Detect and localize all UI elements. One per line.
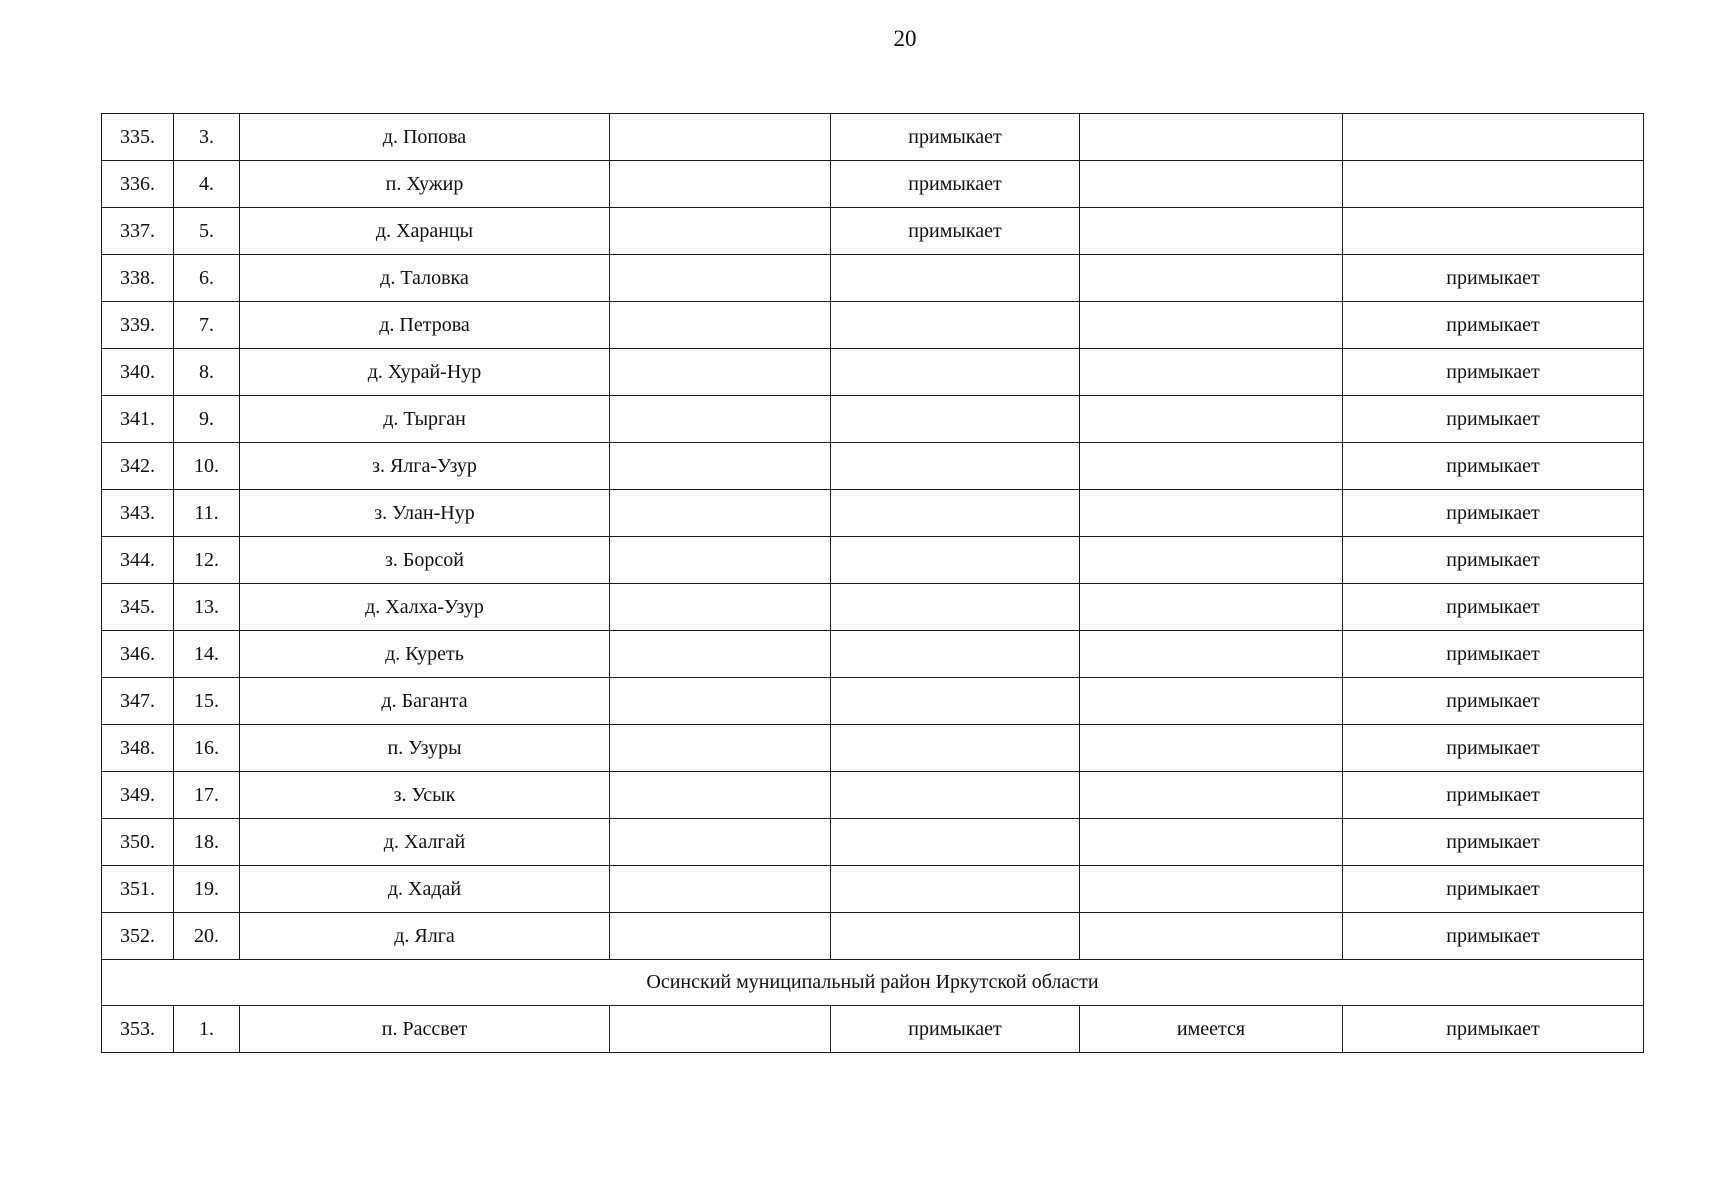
row-number-cell: 347. xyxy=(102,678,174,725)
settlement-name-cell: з. Усык xyxy=(240,772,610,819)
column-b-cell xyxy=(831,584,1080,631)
column-c-cell xyxy=(1080,396,1343,443)
column-a-cell xyxy=(610,490,831,537)
column-a-cell xyxy=(610,772,831,819)
table-row xyxy=(102,819,1644,866)
column-a-cell xyxy=(610,913,831,960)
column-a-cell xyxy=(610,396,831,443)
table-row xyxy=(102,161,1644,208)
column-b-cell xyxy=(831,396,1080,443)
sub-number-cell: 7. xyxy=(174,302,240,349)
settlement-name-cell: д. Петрова xyxy=(240,302,610,349)
column-c-cell xyxy=(1080,443,1343,490)
settlement-name-cell: д. Попова xyxy=(240,114,610,161)
sub-number-cell: 10. xyxy=(174,443,240,490)
column-b-cell: примыкает xyxy=(831,208,1080,255)
column-d-cell: примыкает xyxy=(1343,1006,1644,1053)
sub-number-cell: 5. xyxy=(174,208,240,255)
column-b-cell: примыкает xyxy=(831,114,1080,161)
sub-number-cell: 13. xyxy=(174,584,240,631)
column-a-cell xyxy=(610,678,831,725)
column-d-cell: примыкает xyxy=(1343,678,1644,725)
column-d-cell: примыкает xyxy=(1343,255,1644,302)
settlement-name-cell: з. Ялга-Узур xyxy=(240,443,610,490)
column-c-cell xyxy=(1080,584,1343,631)
column-a-cell xyxy=(610,255,831,302)
row-number-cell: 345. xyxy=(102,584,174,631)
section-row xyxy=(102,960,1644,1006)
column-a-cell xyxy=(610,631,831,678)
table-row xyxy=(102,772,1644,819)
sub-number-cell: 14. xyxy=(174,631,240,678)
column-d-cell: примыкает xyxy=(1343,913,1644,960)
column-a-cell xyxy=(610,866,831,913)
sub-number-cell: 19. xyxy=(174,866,240,913)
column-d-cell: примыкает xyxy=(1343,584,1644,631)
column-a-cell xyxy=(610,819,831,866)
column-c-cell xyxy=(1080,725,1343,772)
column-c-cell xyxy=(1080,819,1343,866)
column-d-cell: примыкает xyxy=(1343,725,1644,772)
column-b-cell: примыкает xyxy=(831,161,1080,208)
settlement-name-cell: д. Харанцы xyxy=(240,208,610,255)
table-row xyxy=(102,725,1644,772)
settlement-name-cell: д. Куреть xyxy=(240,631,610,678)
sub-number-cell: 15. xyxy=(174,678,240,725)
table-row xyxy=(102,913,1644,960)
settlement-name-cell: з. Борсой xyxy=(240,537,610,584)
sub-number-cell: 18. xyxy=(174,819,240,866)
table-row xyxy=(102,678,1644,725)
column-d-cell: примыкает xyxy=(1343,396,1644,443)
row-number-cell: 343. xyxy=(102,490,174,537)
table-row xyxy=(102,114,1644,161)
column-b-cell xyxy=(831,819,1080,866)
column-a-cell xyxy=(610,443,831,490)
column-a-cell xyxy=(610,349,831,396)
column-c-cell xyxy=(1080,913,1343,960)
row-number-cell: 335. xyxy=(102,114,174,161)
row-number-cell: 353. xyxy=(102,1006,174,1053)
column-b-cell xyxy=(831,725,1080,772)
sub-number-cell: 8. xyxy=(174,349,240,396)
table-row xyxy=(102,396,1644,443)
column-a-cell xyxy=(610,161,831,208)
column-b-cell xyxy=(831,490,1080,537)
column-c-cell: имеется xyxy=(1080,1006,1343,1053)
column-c-cell xyxy=(1080,208,1343,255)
row-number-cell: 339. xyxy=(102,302,174,349)
page-number: 20 xyxy=(893,26,917,51)
column-d-cell: примыкает xyxy=(1343,819,1644,866)
settlement-name-cell: д. Халгай xyxy=(240,819,610,866)
row-number-cell: 351. xyxy=(102,866,174,913)
column-b-cell xyxy=(831,631,1080,678)
sub-number-cell: 1. xyxy=(174,1006,240,1053)
table-row xyxy=(102,208,1644,255)
settlement-name-cell: д. Хадай xyxy=(240,866,610,913)
column-b-cell xyxy=(831,537,1080,584)
row-number-cell: 348. xyxy=(102,725,174,772)
column-c-cell xyxy=(1080,161,1343,208)
column-d-cell: примыкает xyxy=(1343,443,1644,490)
column-c-cell xyxy=(1080,114,1343,161)
column-a-cell xyxy=(610,584,831,631)
column-d-cell: примыкает xyxy=(1343,631,1644,678)
column-b-cell xyxy=(831,913,1080,960)
column-c-cell xyxy=(1080,772,1343,819)
row-number-cell: 341. xyxy=(102,396,174,443)
column-a-cell xyxy=(610,1006,831,1053)
sub-number-cell: 6. xyxy=(174,255,240,302)
row-number-cell: 344. xyxy=(102,537,174,584)
column-a-cell xyxy=(610,537,831,584)
column-c-cell xyxy=(1080,866,1343,913)
column-b-cell xyxy=(831,866,1080,913)
column-d-cell: примыкает xyxy=(1343,490,1644,537)
column-c-cell xyxy=(1080,349,1343,396)
sub-number-cell: 20. xyxy=(174,913,240,960)
settlement-name-cell: з. Улан-Нур xyxy=(240,490,610,537)
column-d-cell: примыкает xyxy=(1343,302,1644,349)
column-a-cell xyxy=(610,302,831,349)
settlement-name-cell: д. Ялга xyxy=(240,913,610,960)
row-number-cell: 342. xyxy=(102,443,174,490)
column-c-cell xyxy=(1080,678,1343,725)
row-number-cell: 337. xyxy=(102,208,174,255)
column-b-cell: примыкает xyxy=(831,1006,1080,1053)
column-b-cell xyxy=(831,302,1080,349)
table-row xyxy=(102,255,1644,302)
column-b-cell xyxy=(831,678,1080,725)
sub-number-cell: 17. xyxy=(174,772,240,819)
column-d-cell xyxy=(1343,208,1644,255)
settlement-name-cell: д. Тырган xyxy=(240,396,610,443)
column-a-cell xyxy=(610,208,831,255)
settlement-name-cell: д. Баганта xyxy=(240,678,610,725)
column-c-cell xyxy=(1080,255,1343,302)
column-a-cell xyxy=(610,114,831,161)
sub-number-cell: 16. xyxy=(174,725,240,772)
sub-number-cell: 4. xyxy=(174,161,240,208)
row-number-cell: 352. xyxy=(102,913,174,960)
table-row xyxy=(102,537,1644,584)
row-number-cell: 336. xyxy=(102,161,174,208)
table-row xyxy=(102,490,1644,537)
row-number-cell: 350. xyxy=(102,819,174,866)
table-row xyxy=(102,584,1644,631)
column-c-cell xyxy=(1080,537,1343,584)
column-d-cell: примыкает xyxy=(1343,537,1644,584)
column-b-cell xyxy=(831,443,1080,490)
settlement-name-cell: п. Рассвет xyxy=(240,1006,610,1053)
table-row xyxy=(102,443,1644,490)
column-d-cell xyxy=(1343,161,1644,208)
table-row xyxy=(102,1006,1644,1053)
sub-number-cell: 12. xyxy=(174,537,240,584)
column-d-cell: примыкает xyxy=(1343,866,1644,913)
table-row xyxy=(102,302,1644,349)
table-body xyxy=(102,114,1644,1053)
settlement-name-cell: д. Таловка xyxy=(240,255,610,302)
table-row xyxy=(102,349,1644,396)
row-number-cell: 349. xyxy=(102,772,174,819)
settlement-name-cell: д. Халха-Узур xyxy=(240,584,610,631)
settlement-name-cell: п. Хужир xyxy=(240,161,610,208)
column-a-cell xyxy=(610,725,831,772)
sub-number-cell: 9. xyxy=(174,396,240,443)
row-number-cell: 346. xyxy=(102,631,174,678)
column-c-cell xyxy=(1080,302,1343,349)
column-d-cell: примыкает xyxy=(1343,772,1644,819)
sub-number-cell: 11. xyxy=(174,490,240,537)
column-b-cell xyxy=(831,772,1080,819)
sub-number-cell: 3. xyxy=(174,114,240,161)
settlement-name-cell: д. Хурай-Нур xyxy=(240,349,610,396)
column-c-cell xyxy=(1080,631,1343,678)
table-row xyxy=(102,631,1644,678)
settlements-table xyxy=(101,113,1644,1053)
column-d-cell: примыкает xyxy=(1343,349,1644,396)
column-b-cell xyxy=(831,255,1080,302)
row-number-cell: 338. xyxy=(102,255,174,302)
settlement-name-cell: п. Узуры xyxy=(240,725,610,772)
section-title: Осинский муниципальный район Иркутской области xyxy=(102,960,1644,1006)
column-c-cell xyxy=(1080,490,1343,537)
column-b-cell xyxy=(831,349,1080,396)
row-number-cell: 340. xyxy=(102,349,174,396)
column-d-cell xyxy=(1343,114,1644,161)
table-row xyxy=(102,866,1644,913)
